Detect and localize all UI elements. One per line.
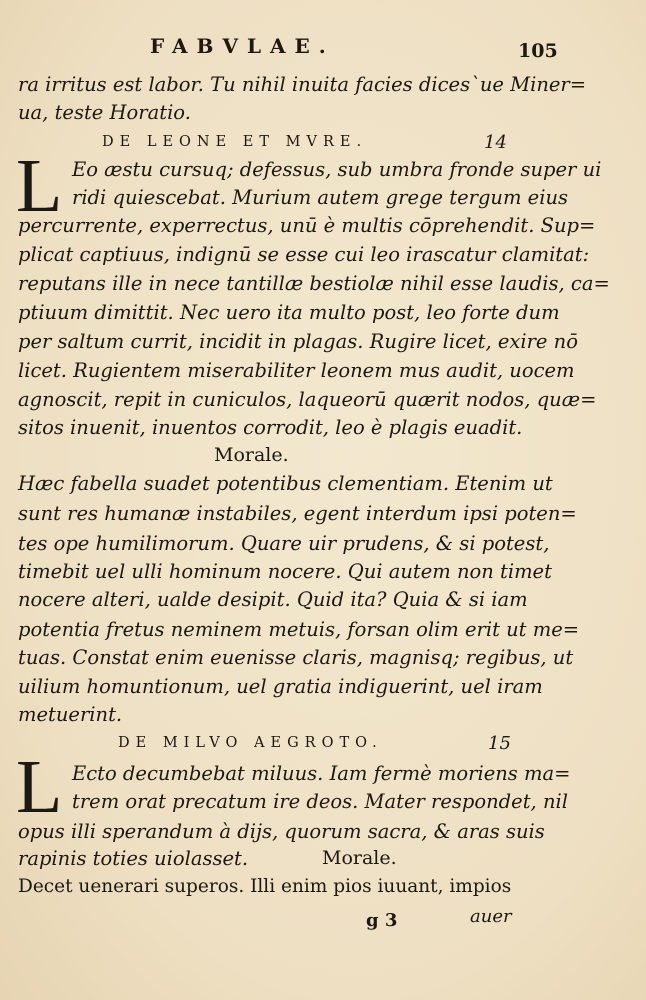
moral-label: Morale. bbox=[322, 847, 397, 869]
text-line: Hæc fabella suadet potentibus clementiam. Etenim ut bbox=[18, 472, 553, 495]
text-line: uilium homuntionum, uel gratia indiguerint, uel iram bbox=[18, 675, 543, 698]
signature-mark: g 3 bbox=[366, 910, 398, 931]
text-line: Decet uenerari superos. Illi enim pios iuuant, impios bbox=[18, 876, 512, 897]
text-line: tes ope humilimorum. Quare uir prudens, & si potest, bbox=[18, 532, 550, 555]
text-line: per saltum currit, incidit in plagas. Rugire licet, exire nō bbox=[18, 330, 578, 353]
text-line: tuas. Constat enim euenisse claris, magnisq; regibus, ut bbox=[18, 646, 574, 669]
moral-label: Morale. bbox=[214, 444, 289, 466]
text-line: ua, teste Horatio. bbox=[18, 101, 191, 124]
text-line: trem orat precatum ire deos. Mater respondet, nil bbox=[72, 790, 568, 813]
text-line: rapinis toties uiolasset. bbox=[18, 847, 249, 870]
text-line: ra irritus est labor. Tu nihil inuita facies dices`ue Miner= bbox=[18, 73, 587, 96]
text-line: Eo æstu cursuq; defessus, sub umbra fronde super ui bbox=[72, 158, 602, 181]
fable-number: 14 bbox=[484, 132, 507, 153]
text-line: plicat captiuus, indignū se esse cui leo irascatur clamitat: bbox=[18, 243, 590, 266]
text-line: reputans ille in nece tantillæ bestiolæ nihil esse laudis, ca= bbox=[18, 272, 610, 295]
text-line: nocere alteri, ualde desipit. Quid ita? Quia & si iam bbox=[18, 588, 528, 611]
text-line: sitos inuenit, inuentos corrodit, leo è plagis euadit. bbox=[18, 416, 523, 439]
page-number: 105 bbox=[518, 40, 558, 62]
fable-title: DE LEONE ET MVRE. bbox=[102, 134, 368, 150]
text-line: sunt res humanæ instabiles, egent interdum ipsi poten= bbox=[18, 502, 577, 525]
fable-number: 15 bbox=[488, 733, 511, 754]
text-line: licet. Rugientem miserabiliter leonem mus audit, uocem bbox=[18, 359, 575, 382]
text-line: ridi quiescebat. Murium autem grege tergum eius bbox=[72, 186, 569, 209]
drop-cap: L bbox=[16, 144, 63, 228]
text-line: potentia fretus neminem metuis, forsan olim erit ut me= bbox=[18, 618, 580, 641]
text-line: agnoscit, repit in cuniculos, laqueorū quærit nodos, quæ= bbox=[18, 388, 597, 411]
text-line: Ecto decumbebat miluus. Iam fermè moriens ma= bbox=[72, 762, 571, 785]
running-head: FABVLAE. bbox=[150, 34, 335, 58]
text-line: timebit uel ulli hominum nocere. Qui autem non timet bbox=[18, 560, 552, 583]
drop-cap: L bbox=[16, 745, 63, 829]
text-line: percurrente, experrectus, unū è multis cōprehendit. Sup= bbox=[18, 214, 596, 237]
text-line: opus illi sperandum à dijs, quorum sacra, & aras suis bbox=[18, 820, 545, 843]
text-line: ptiuum dimittit. Nec uero ita multo post, leo forte dum bbox=[18, 301, 560, 324]
catchword: auer bbox=[470, 906, 512, 927]
text-line: metuerint. bbox=[18, 703, 123, 726]
fable-title: DE MILVO AEGROTO. bbox=[118, 735, 383, 751]
